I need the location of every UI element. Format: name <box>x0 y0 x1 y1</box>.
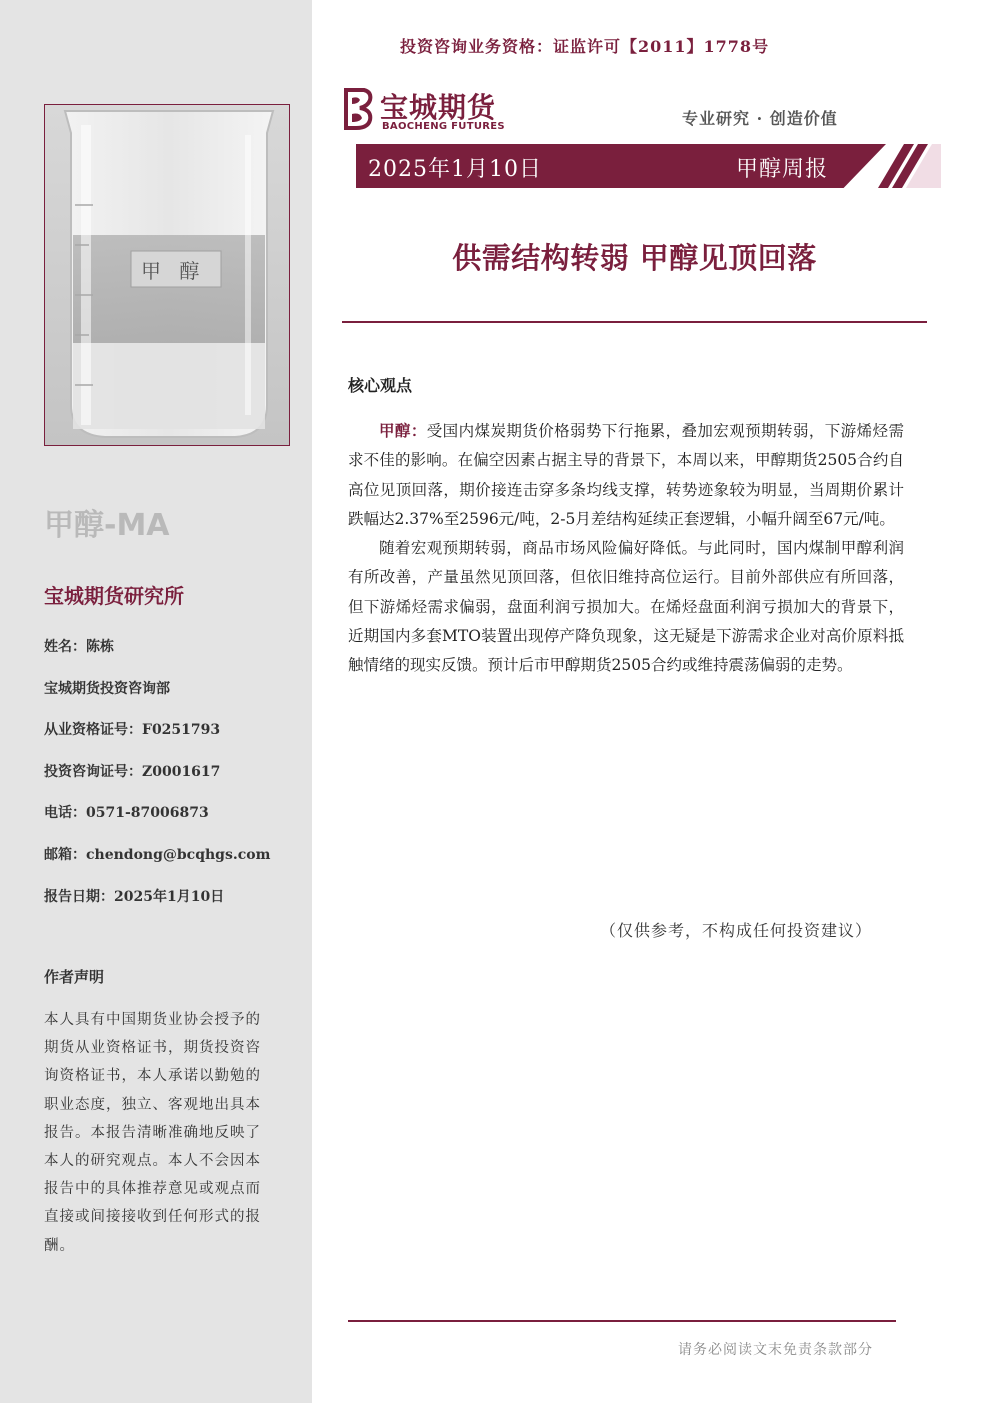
logo-chinese: 宝城期货 <box>380 91 497 124</box>
author-info <box>44 636 304 927</box>
banner-report-type: 甲醇周报 <box>736 157 829 182</box>
paragraph-1 <box>348 416 904 534</box>
slogan: 专业研究 · 创造价值 <box>682 109 838 128</box>
logo-english: BAOCHENG FUTURES <box>382 121 505 132</box>
institute-name: 宝城期货研究所 <box>44 584 184 608</box>
product-name: 甲醇-MA <box>44 508 170 543</box>
banner-date: 2025年1月10日 <box>368 157 542 182</box>
author-name: 姓名：陈栋 <box>44 639 114 655</box>
sidebar <box>0 0 312 1403</box>
consult-license: 投资咨询证号：Z0001617 <box>44 763 221 780</box>
logo-mark-icon <box>342 86 376 132</box>
author-email[interactable]: 邮箱：chendong@bcqhgs.com <box>44 846 271 863</box>
report-date: 报告日期：2025年1月10日 <box>44 888 225 905</box>
qualification-line: 投资咨询业务资格：证监许可【2011】1778号 <box>400 37 770 56</box>
report-banner <box>356 144 941 188</box>
paragraph-1-lead: 甲醇： <box>379 421 427 440</box>
practice-license: 从业资格证号：F0251793 <box>44 722 221 739</box>
banner-stripes-icon <box>856 144 941 188</box>
company-logo <box>342 86 512 136</box>
report-title: 供需结构转弱 甲醇见顶回落 <box>452 241 817 275</box>
declaration-text: 本人具有中国期货业协会授予的期货从业资格证书，期货投资咨询资格证书，本人承诺以勤勉的职业态度，独立、客观地出具本报告。本报告清晰准确地反映了本人的研究观点。本人不会因本报告中的具体推荐意见或观点而直接或间接接收到任何形式的报酬。 <box>44 1012 261 1254</box>
paragraph-2: 随着宏观预期转弱，商品市场风险偏好降低。与此同时，国内煤制甲醇利润有所改善，产量虽然见顶回落，但依旧维持高位运行。目前外部供应有所回落，但下游烯烃需求偏弱，盘面利润亏损加大。在烯烃盘面利润亏损加大的背景下，近期国内多套MTO装置出现停产降负现象，这无疑是下游需求企业对高价原料抵触情绪的现实反馈。预计后市甲醇期货2505合约或维持震荡偏弱的走势。 <box>348 539 904 675</box>
photo-label: 甲 醇 <box>141 259 206 283</box>
declaration-title: 作者声明 <box>44 968 105 986</box>
report-body <box>348 416 904 681</box>
paragraph-1-text: 受国内煤炭期货价格弱势下行拖累，叠加宏观预期转弱，下游烯烃需求不佳的影响。在偏空因素占据主导的背景下，本周以来，甲醇期货2505合约自高位见顶回落，期价接连击穿多条均线支撑，转势迹象较为明显，当周期价累计跌幅达2.37%至2596元/吨，2-5月差结构延续正套逻辑，小幅升阔至67元/吨。 <box>348 422 904 528</box>
footer-divider <box>348 1320 896 1322</box>
product-photo <box>44 104 290 446</box>
author-department: 宝城期货投资咨询部 <box>44 680 170 697</box>
author-phone: 电话：0571-87006873 <box>44 805 209 822</box>
core-view-heading: 核心观点 <box>348 376 413 395</box>
footer-note: 请务必阅读文末免责条款部分 <box>678 1342 873 1358</box>
investment-disclaimer: （仅供参考，不构成任何投资建议） <box>600 921 873 940</box>
title-divider <box>342 321 927 323</box>
